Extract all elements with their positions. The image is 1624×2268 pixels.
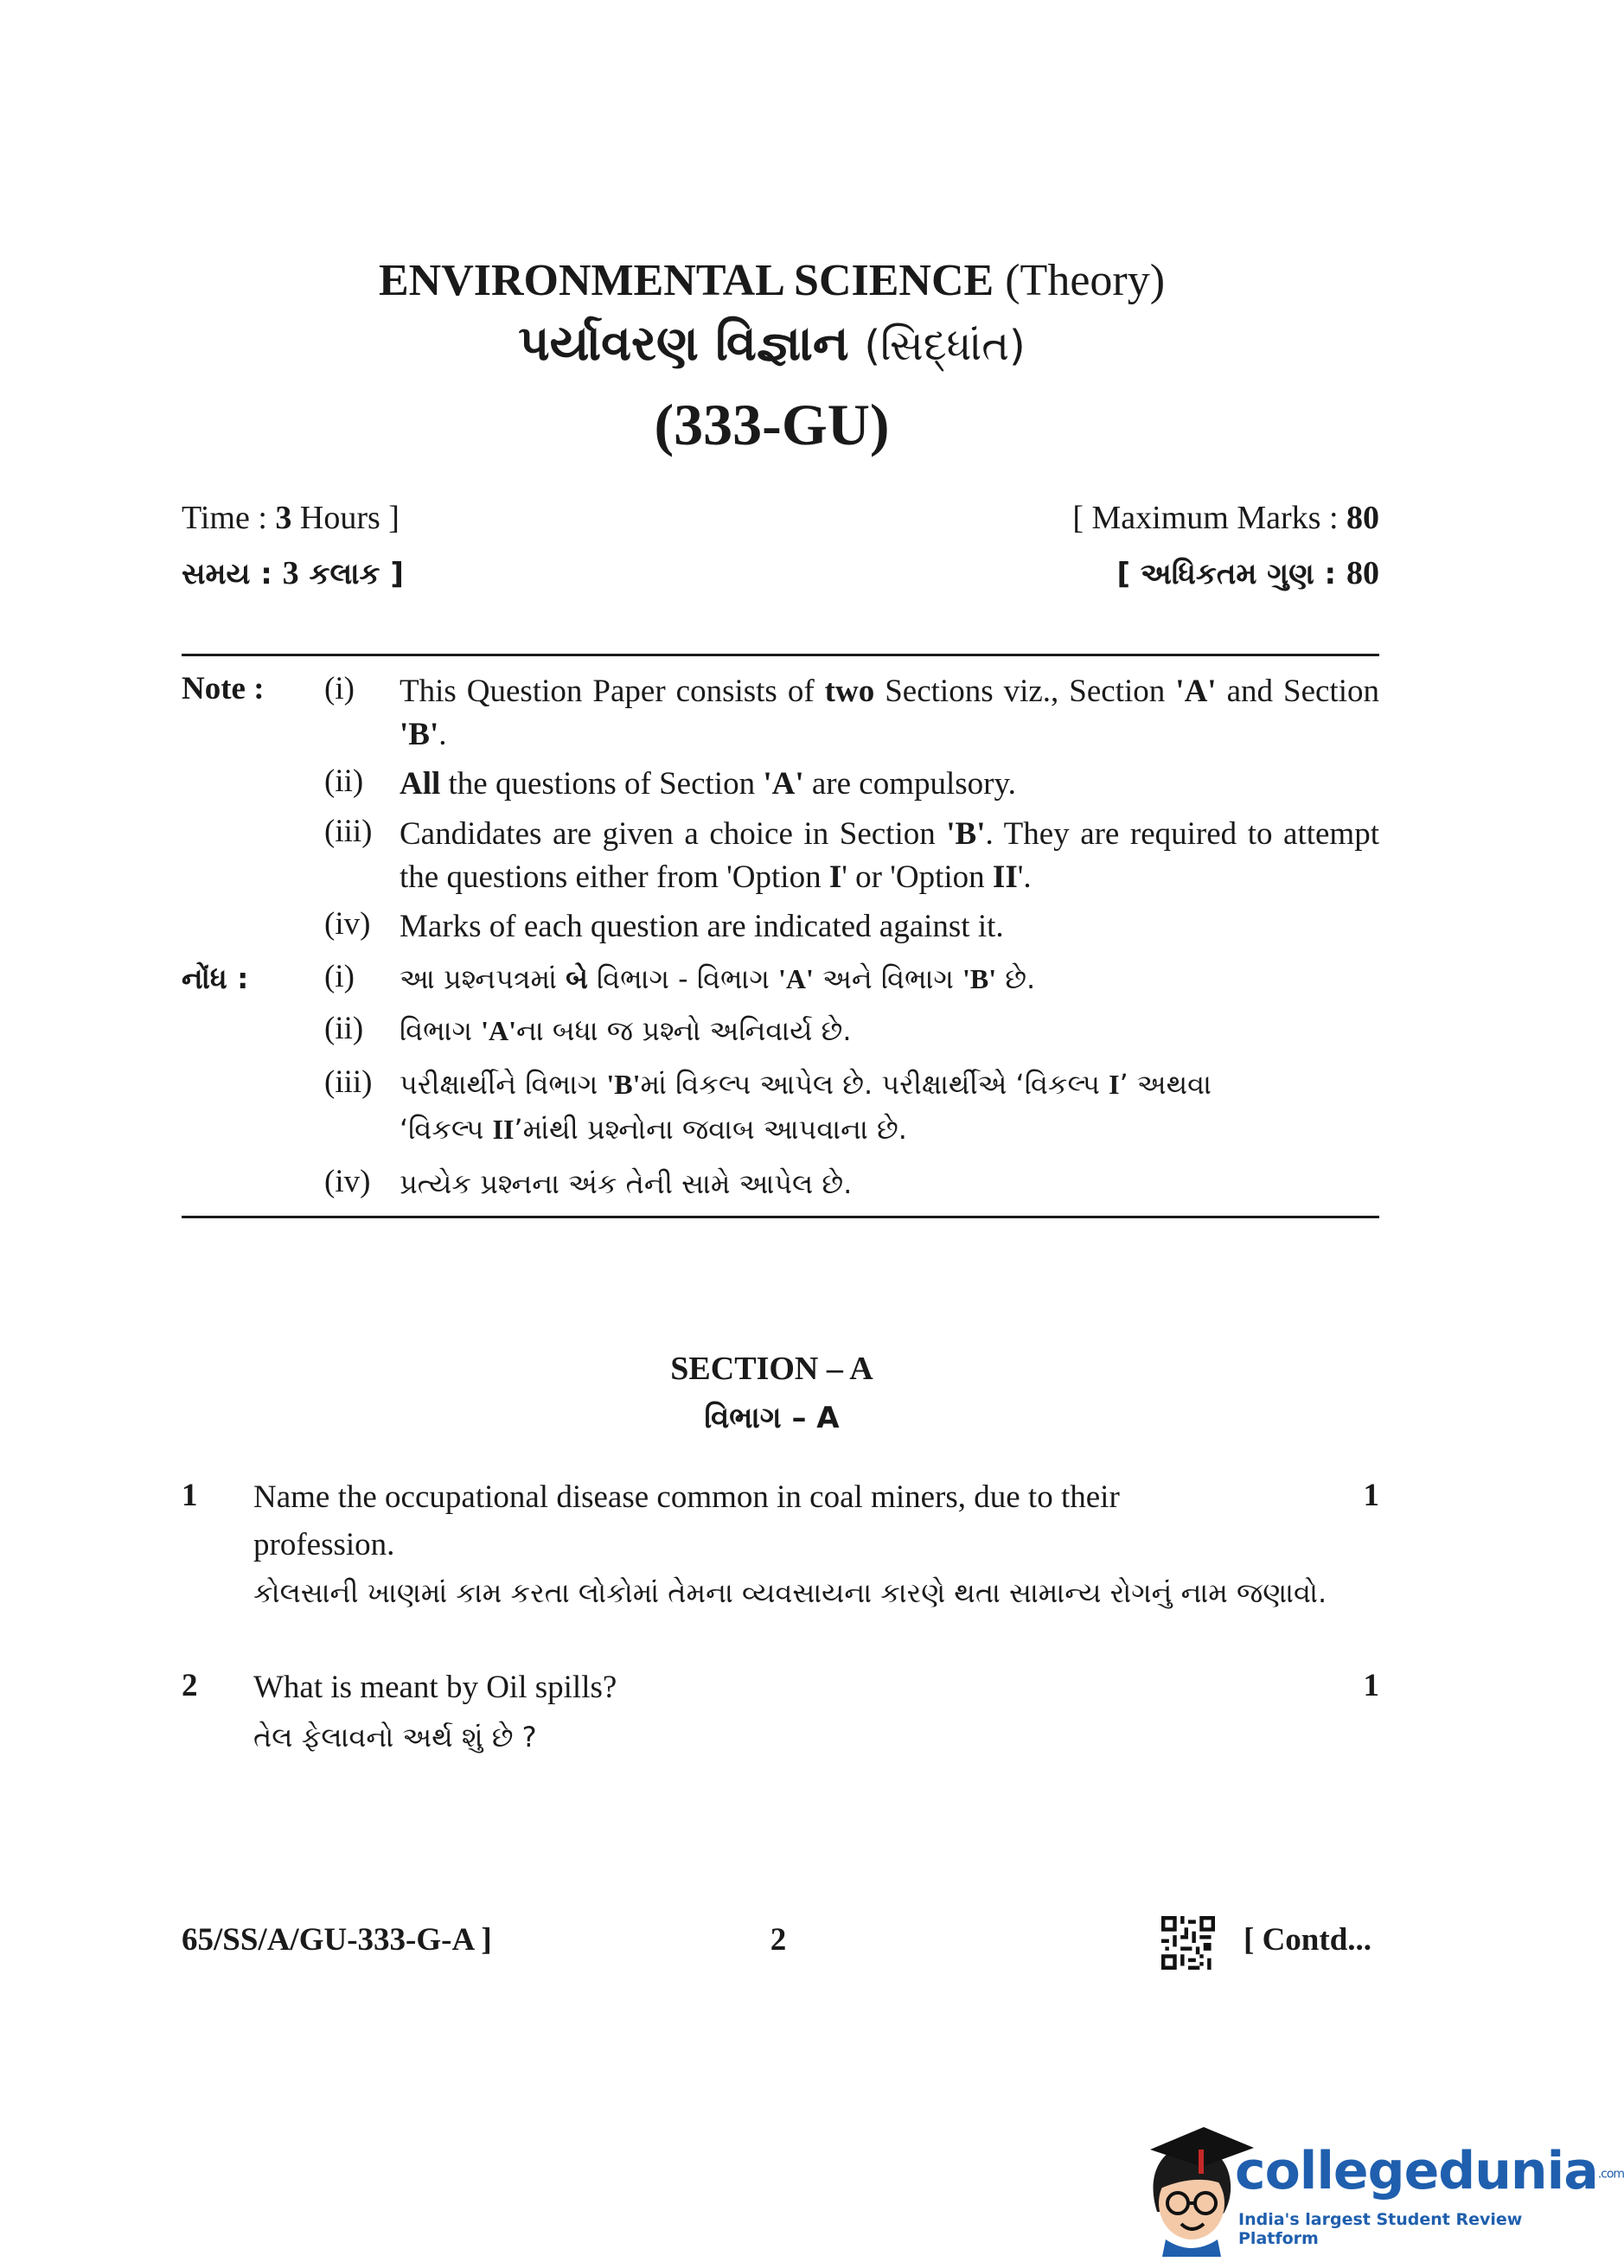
note-num: (iv) — [324, 1164, 371, 1199]
paper-code: (333-GU) — [654, 392, 890, 457]
note-item-gu: આ પ્રશ્નપત્રમાં બે વિભાગ - વિભાગ 'A' અને વિભાગ 'B' છે. — [400, 962, 1036, 995]
title-english: ENVIRONMENTAL SCIENCE (Theory) — [378, 256, 1166, 305]
note-item-gu: પરીક્ષાર્થીને વિભાગ 'B'માં વિકલ્પ આપેલ છે. પરીક્ષાર્થીએ ‘વિકલ્પ I’ અથવા ‘વિકલ્પ II’માંથી પ્રશ્નોના જવાબ આપવાના છે. — [400, 1068, 1212, 1146]
note-item-gu: પ્રત્યેક પ્રશ્નના અંક તેની સામે આપેલ છે. — [400, 1167, 853, 1200]
note-item: Marks of each question are indicated against it. — [400, 909, 1004, 944]
note-item: This Question Paper consists of two Sections viz., Section 'A' and Section 'B'. — [400, 674, 1379, 752]
logo-tagline: India's largest Student Review Platform — [1238, 2210, 1523, 2248]
collegedunia-logo — [1124, 2110, 1624, 2257]
time-en: Time : 3 Hours ] — [182, 500, 400, 536]
question-marks: 1 — [1363, 1478, 1379, 1513]
bottom-rule — [182, 1216, 1379, 1218]
section-title: SECTION – A — [670, 1351, 873, 1387]
question-number: 1 — [182, 1478, 198, 1513]
question-text-gu: કોલસાની ખાણમાં કામ કરતા લોકોમાં તેમના વ્યવસાયના કારણે થતા સામાન્ય રોગનું નામ જણાવો. — [253, 1576, 1327, 1609]
note-num: (iii) — [324, 1064, 373, 1100]
time-gu: સમય : 3 કલાક ] — [182, 555, 404, 591]
note-num: (ii) — [324, 1011, 364, 1046]
note-num: (ii) — [324, 763, 364, 799]
question-number: 2 — [182, 1668, 198, 1703]
footer-code: 65/SS/A/GU-333-G-A ] — [182, 1922, 492, 1958]
note-num: (iv) — [324, 906, 371, 942]
continued-label: [ Contd... — [1244, 1922, 1372, 1958]
title-gujarati: પર્યાવરણ વિજ્ઞાન (સિદ્ધાંત) — [518, 316, 1026, 372]
note-num: (i) — [324, 671, 355, 706]
question-marks: 1 — [1363, 1668, 1379, 1703]
section-title-gu: વિભાગ – A — [704, 1401, 840, 1435]
page-number: 2 — [770, 1922, 787, 1958]
question-text: Name the occupational disease common in coal miners, due to their profession. — [253, 1479, 1120, 1562]
note-num: (i) — [324, 959, 355, 994]
top-rule — [182, 654, 1379, 656]
note-item: All the questions of Section 'A' are compulsory. — [400, 766, 1016, 802]
note-label: Note : — [182, 671, 265, 706]
logo-wordmark: collegedunia.com — [1235, 2141, 1624, 2201]
note-item: Candidates are given a choice in Section 'B'. They are required to attempt the questions either from 'Option I' or 'Option II'. — [400, 816, 1379, 895]
note-num: (iii) — [324, 814, 373, 849]
question-text-gu: તેલ ફેલાવનો અર્થ શું છે ? — [253, 1721, 537, 1754]
max-marks-en: [ Maximum Marks : 80 — [1072, 500, 1379, 536]
note-label-gu: નોંધ : — [182, 962, 249, 995]
question-text: What is meant by Oil spills? — [253, 1670, 617, 1705]
max-marks-gu: [ અધિકતમ ગુણ : 80 — [1116, 555, 1379, 591]
note-item-gu: વિભાગ 'A'ના બધા જ પ્રશ્નો અનિવાર્ય છે. — [400, 1014, 852, 1047]
qr-code — [1161, 1916, 1215, 1970]
